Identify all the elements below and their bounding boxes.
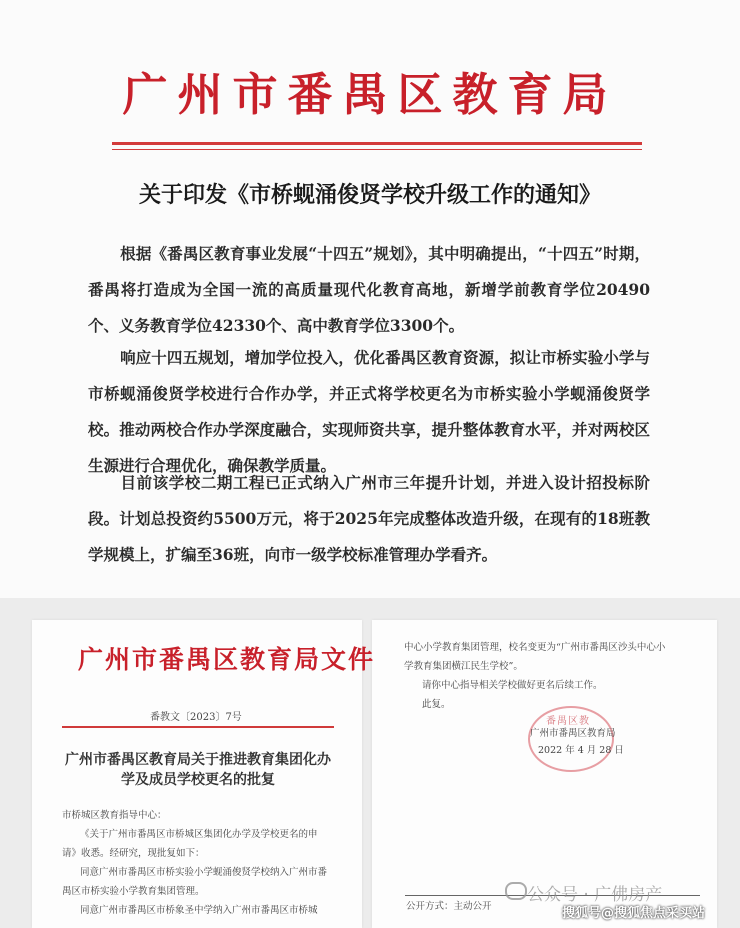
red-rule (112, 142, 642, 145)
scan-line: 中心小学教育集团管理，校名变更为“广州市番禺区沙头中心小 (404, 642, 666, 653)
scan-line: 请你中心指导相关学校做好更名后续工作。 (422, 680, 603, 691)
scan-line: 同意广州市番禺区市桥象圣中学纳入广州市番禺区市桥城 (80, 905, 318, 916)
scan-title: 广州市番禺区教育局关于推进教育集团化办学及成员学校更名的批复 (65, 752, 331, 788)
paragraph-1: 根据《番禺区教育事业发展“十四五”规划》，其中明确提出，“十四五”时期，番禺将打造成为全国一流的高质量现代化教育高地，新增学前教育学位20490个、义务教育学位42330个、高中教育学位3300个。 (88, 244, 650, 335)
masthead: 广州市番禺区教育局 (122, 68, 618, 121)
scan-line: 此复。 (422, 699, 451, 710)
seal-text: 番禺区教 (546, 716, 590, 727)
scan-header: 广州市番禺区教育局文件 (78, 645, 376, 674)
scan-line: 学教育集团横江民生学校”。 (404, 661, 523, 672)
disclosure: 公开方式：主动公开 (406, 901, 492, 912)
source-watermark: 搜狐号@搜狐焦点采买站 (562, 906, 706, 921)
paragraph-2: 响应十四五规划，增加学位投入，优化番禺区教育资源，拟让市桥实验小学与市桥蚬涌俊贤学校进行合作办学，并正式将学校更名为市桥实验小学蚬涌俊贤学校。推动两校合作办学深度融合，实现师资共享，提升整体教育水平，并对两校区生源进行合理优化，确保教学质量。 (88, 348, 650, 475)
paragraph-3: 目前该学校二期工程已正式纳入广州市三年提升计划，并进入设计招投标阶段。计划总投资约5500万元，将于2025年完成整体改造升级，在现有的18班教学规模上，扩编至36班，向市一级学校标准管理办学看齐。 (88, 473, 650, 564)
account-watermark: 公众号 · 广佛房产 (527, 885, 663, 905)
notice-title: 关于印发《市桥蚬涌俊贤学校升级工作的通知》 (138, 182, 601, 208)
signer: 广州市番禺区教育局 (530, 728, 616, 739)
scan-line: 《关于广州市番禺区市桥城区集团化办学及学校更名的申 (80, 829, 318, 840)
issue-date: 2022 年 4 月 28 日 (538, 745, 624, 756)
doc-number: 番教文〔2023〕7号 (150, 712, 242, 723)
scan-line: 同意广州市番禺区市桥实验小学蚬涌俊贤学校纳入广州市番 (80, 867, 328, 878)
scan-line: 市桥城区教育指导中心： (62, 810, 167, 821)
scan-line: 禺区市桥实验小学教育集团管理。 (62, 886, 205, 897)
wechat-icon (505, 882, 527, 900)
scan-red-rule (62, 726, 334, 728)
red-rule-thin (112, 149, 642, 150)
scan-line: 请》收悉。经研究，现批复如下： (62, 848, 205, 859)
